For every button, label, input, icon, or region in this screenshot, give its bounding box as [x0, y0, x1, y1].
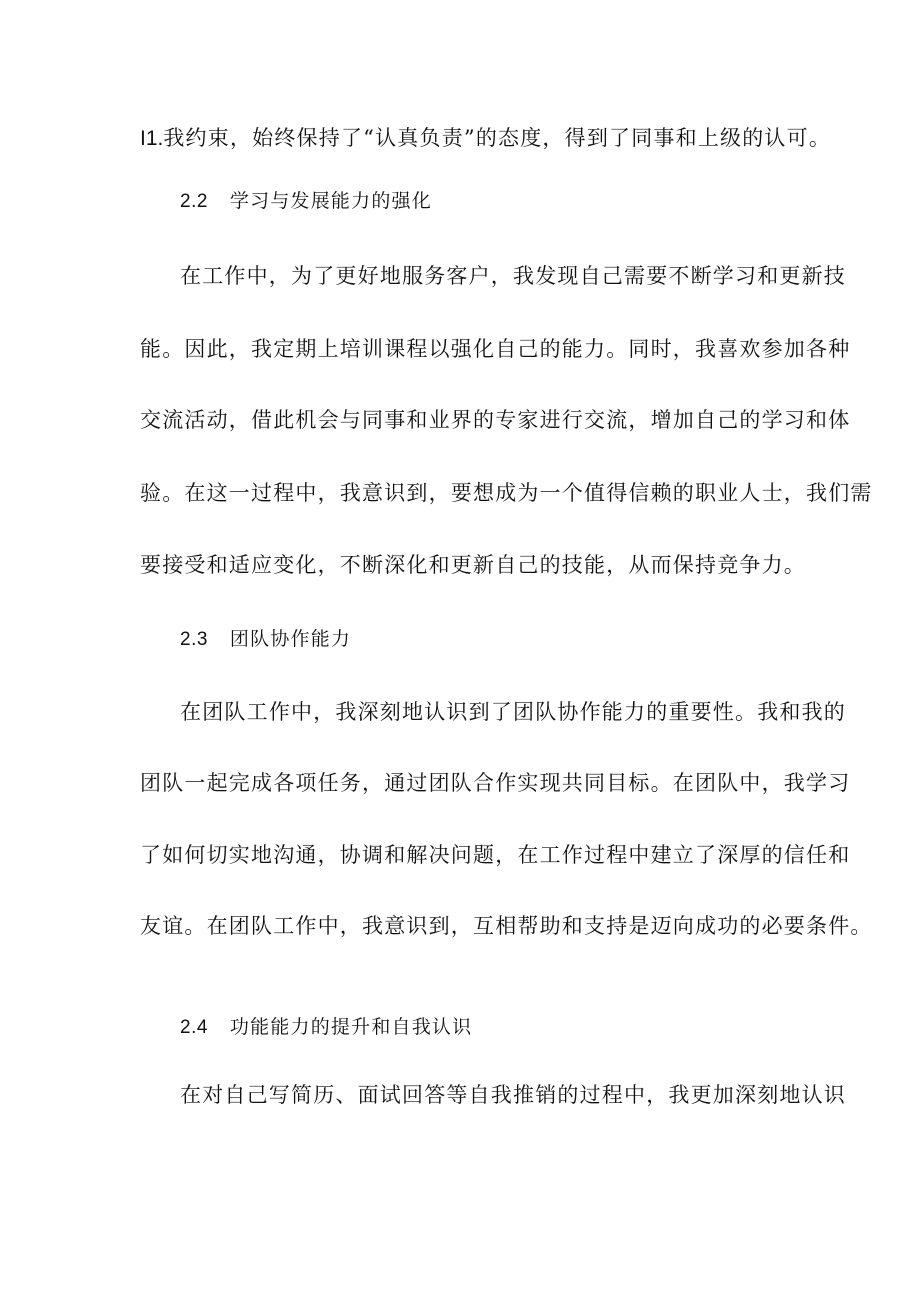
paragraph-line: [140, 123, 831, 154]
paragraph-line: 团队一起完成各项任务，通过团队合作实现共同目标。在团队中，我学习: [140, 771, 851, 795]
paragraph-line: 验。在这一过程中，我意识到，要想成为一个值得信赖的职业人士，我们需: [140, 481, 873, 505]
paragraph-line: 交流活动，借此机会与同事和业界的专家进行交流，增加自己的学习和体: [140, 408, 851, 432]
paragraph-line: 要接受和适应变化，不断深化和更新自己的技能，从而保持竞争力。: [140, 553, 806, 577]
list-prefix: I1.: [140, 127, 164, 150]
paragraph-line: 能。因此，我定期上培训课程以强化自己的能力。同时，我喜欢参加各种: [140, 337, 851, 361]
section-heading-2-2: [180, 186, 432, 217]
paragraph-line: 在团队工作中，我深刻地认识到了团队协作能力的重要性。我和我的: [180, 700, 846, 724]
line-text: 我约束，始终保持了“认真负责”的态度，得到了同事和上级的认可。: [163, 126, 832, 150]
paragraph-line: 了如何切实地沟通，协调和解决问题，在工作过程中建立了深厚的信任和: [140, 843, 851, 867]
section-number: 2.3: [180, 629, 208, 650]
section-title: 学习与发展能力的强化: [229, 190, 432, 212]
paragraph-line: 友谊。在团队工作中，我意识到，互相帮助和支持是迈向成功的必要条件。: [140, 914, 873, 938]
section-title: 功能能力的提升和自我认识: [229, 1016, 473, 1038]
section-number: 2.2: [180, 191, 208, 212]
section-heading-2-3: [180, 624, 351, 655]
paragraph-line: 在对自己写简历、面试回答等自我推销的过程中，我更加深刻地认识: [180, 1083, 846, 1107]
section-title: 团队协作能力: [229, 628, 352, 650]
section-heading-2-4: [180, 1012, 472, 1043]
paragraph-line: 在工作中，为了更好地服务客户，我发现自己需要不断学习和更新技: [180, 264, 846, 288]
section-number: 2.4: [180, 1017, 208, 1038]
